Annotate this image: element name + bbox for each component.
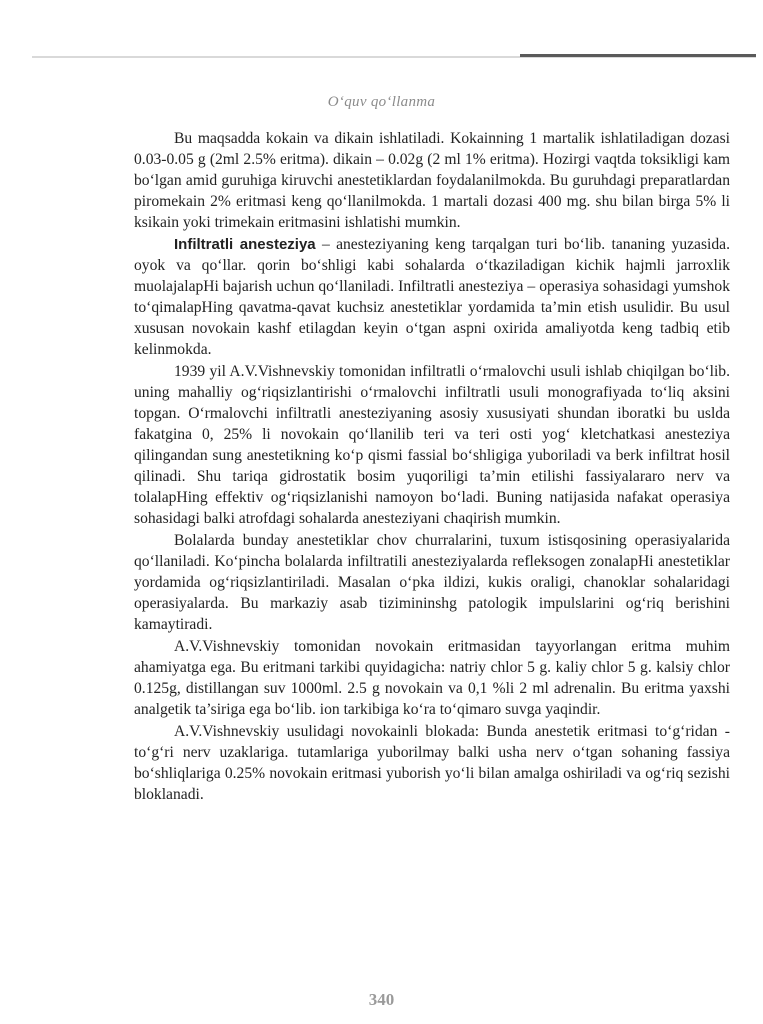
page-edge-shadow [520,54,756,57]
page-number: 340 [368,990,395,1009]
running-header: O‘quv qo‘llanma [327,94,436,110]
paragraph-text: 1939 yil A.V.Vishnevskiy tomonidan infiltratli o‘rmalovchi usuli ishlab chiqilgan bo‘lib. uning mahalliy og‘riqsizlantirishi o‘rmalovchi infiltratli usuli monografiyada to‘liq aksini topgan. O‘rmalovchi infiltratli anesteziyaning asosiy xususiyati shundan iboratki bu uslda fakatgina 0, 25% li novokain qo‘llanilib teri va teri osti yog‘ kletchatkasi anesteziya qilingandan sung anestetikning ko‘p qismi fassial bo‘shligiga yuboriladi va berk infiltrat hosil qilinadi. Shu tariqa gidrostatik bosim yuqoriligi ta’min etilishi fassiyalararo nerv va tolalapHing effektiv og‘riqsizlanishi namoyon bo‘ladi. Buning natijasida nafakat operasiya sohasidagi balki atrofdagi sohalarda anesteziyani chaqirish mumkin. [134,363,730,527]
paragraph-4 [134,530,730,635]
scan-margin [0,0,763,54]
term-heading: Infiltratli anesteziya [174,236,316,253]
paragraph-1 [134,128,730,233]
paragraph-infiltratli [134,234,730,360]
paragraph-text: Bu maqsadda kokain va dikain ishlatiladi. Kokainning 1 martalik ishlatiladigan dozasi 0.03-0.05 g (2ml 2.5% eritma). dikain – 0.02g (2 ml 1% eritma). Hozirgi vaqtda toksikligi kam bo‘lgan amid guruhiga kiruvchi anestetiklardan foydalanilmokda. Bu guruhdagi preparatlardan piromekain 2% eritmasi keng qo‘llanilmokda. 1 martali dozasi 400 mg. shu bilan birga 5% li ksikain yoki trimekain eritmasini ishlatishi mumkin. [134,130,730,231]
paragraph-text: A.V.Vishnevskiy usulidagi novokainli blokada: Bunda anestetik eritmasi to‘g‘ridan - to‘g‘ri nerv uzaklariga. tutamlariga yuborilmay balki usha nerv o‘tgan sohaning fassiya bo‘shliqlariga 0.25% novokain eritmasi yuborish yo‘li bilan amalga oshiriladi va og‘riq sezishi bloklanadi. [134,723,730,803]
paragraph-text: – anesteziyaning keng tarqalgan turi bo‘lib. tananing yuzasida. oyok va qo‘llar. qorin bo‘shligi kabi sohalarda o‘tkaziladigan kichik hajmli jarroxlik muolajalapHi bajarish uchun qo‘llaniladi. Infiltratli anesteziya – operasiya sohasidagi yumshok to‘qimalapHing qavatma-qavat kuchsiz anestetiklar yordamida ta’min etish usulidir. Bu usul xususan novokain kashf etilagdan keyin o‘tgan aspni oxirida amaliyotda keng tadbiq etib kelinmokda. [134,236,730,358]
paragraph-text: Bolalarda bunday anestetiklar chov churralarini, tuxum istisqosining operasiyalarida qo‘llaniladi. Ko‘pincha bolalarda infiltratili anesteziyalarda refleksogen zonalapHi anestetiklar yordamida og‘riqsizlantiriladi. Masalan o‘pka ildizi, kukis oraligi, chanoklar sohalaridagi operasiyalarda. Bu markaziy asab tizimininshg patologik impulslarini og‘riq berishini kamaytiradi. [134,532,730,633]
paragraph-6 [134,721,730,805]
body-text [134,128,730,805]
paragraph-5 [134,636,730,720]
paragraph-text: A.V.Vishnevskiy tomonidan novokain eritmasidan tayyorlangan eritma muhim ahamiyatga ega. Bu eritmani tarkibi quyidagicha: natriy chlor 5 g. kaliy chlor 5 g. kalsiy chlor 0.125g, distillangan suv 1000ml. 2.5 g novokain va 0,1 %li 2 ml adrenalin. Bu eritma yaxshi analgetik ta’siriga ega bo‘lib. ion tarkibiga ko‘ra to‘qimaro suvga yaqindir. [134,638,730,718]
paragraph-3 [134,361,730,529]
